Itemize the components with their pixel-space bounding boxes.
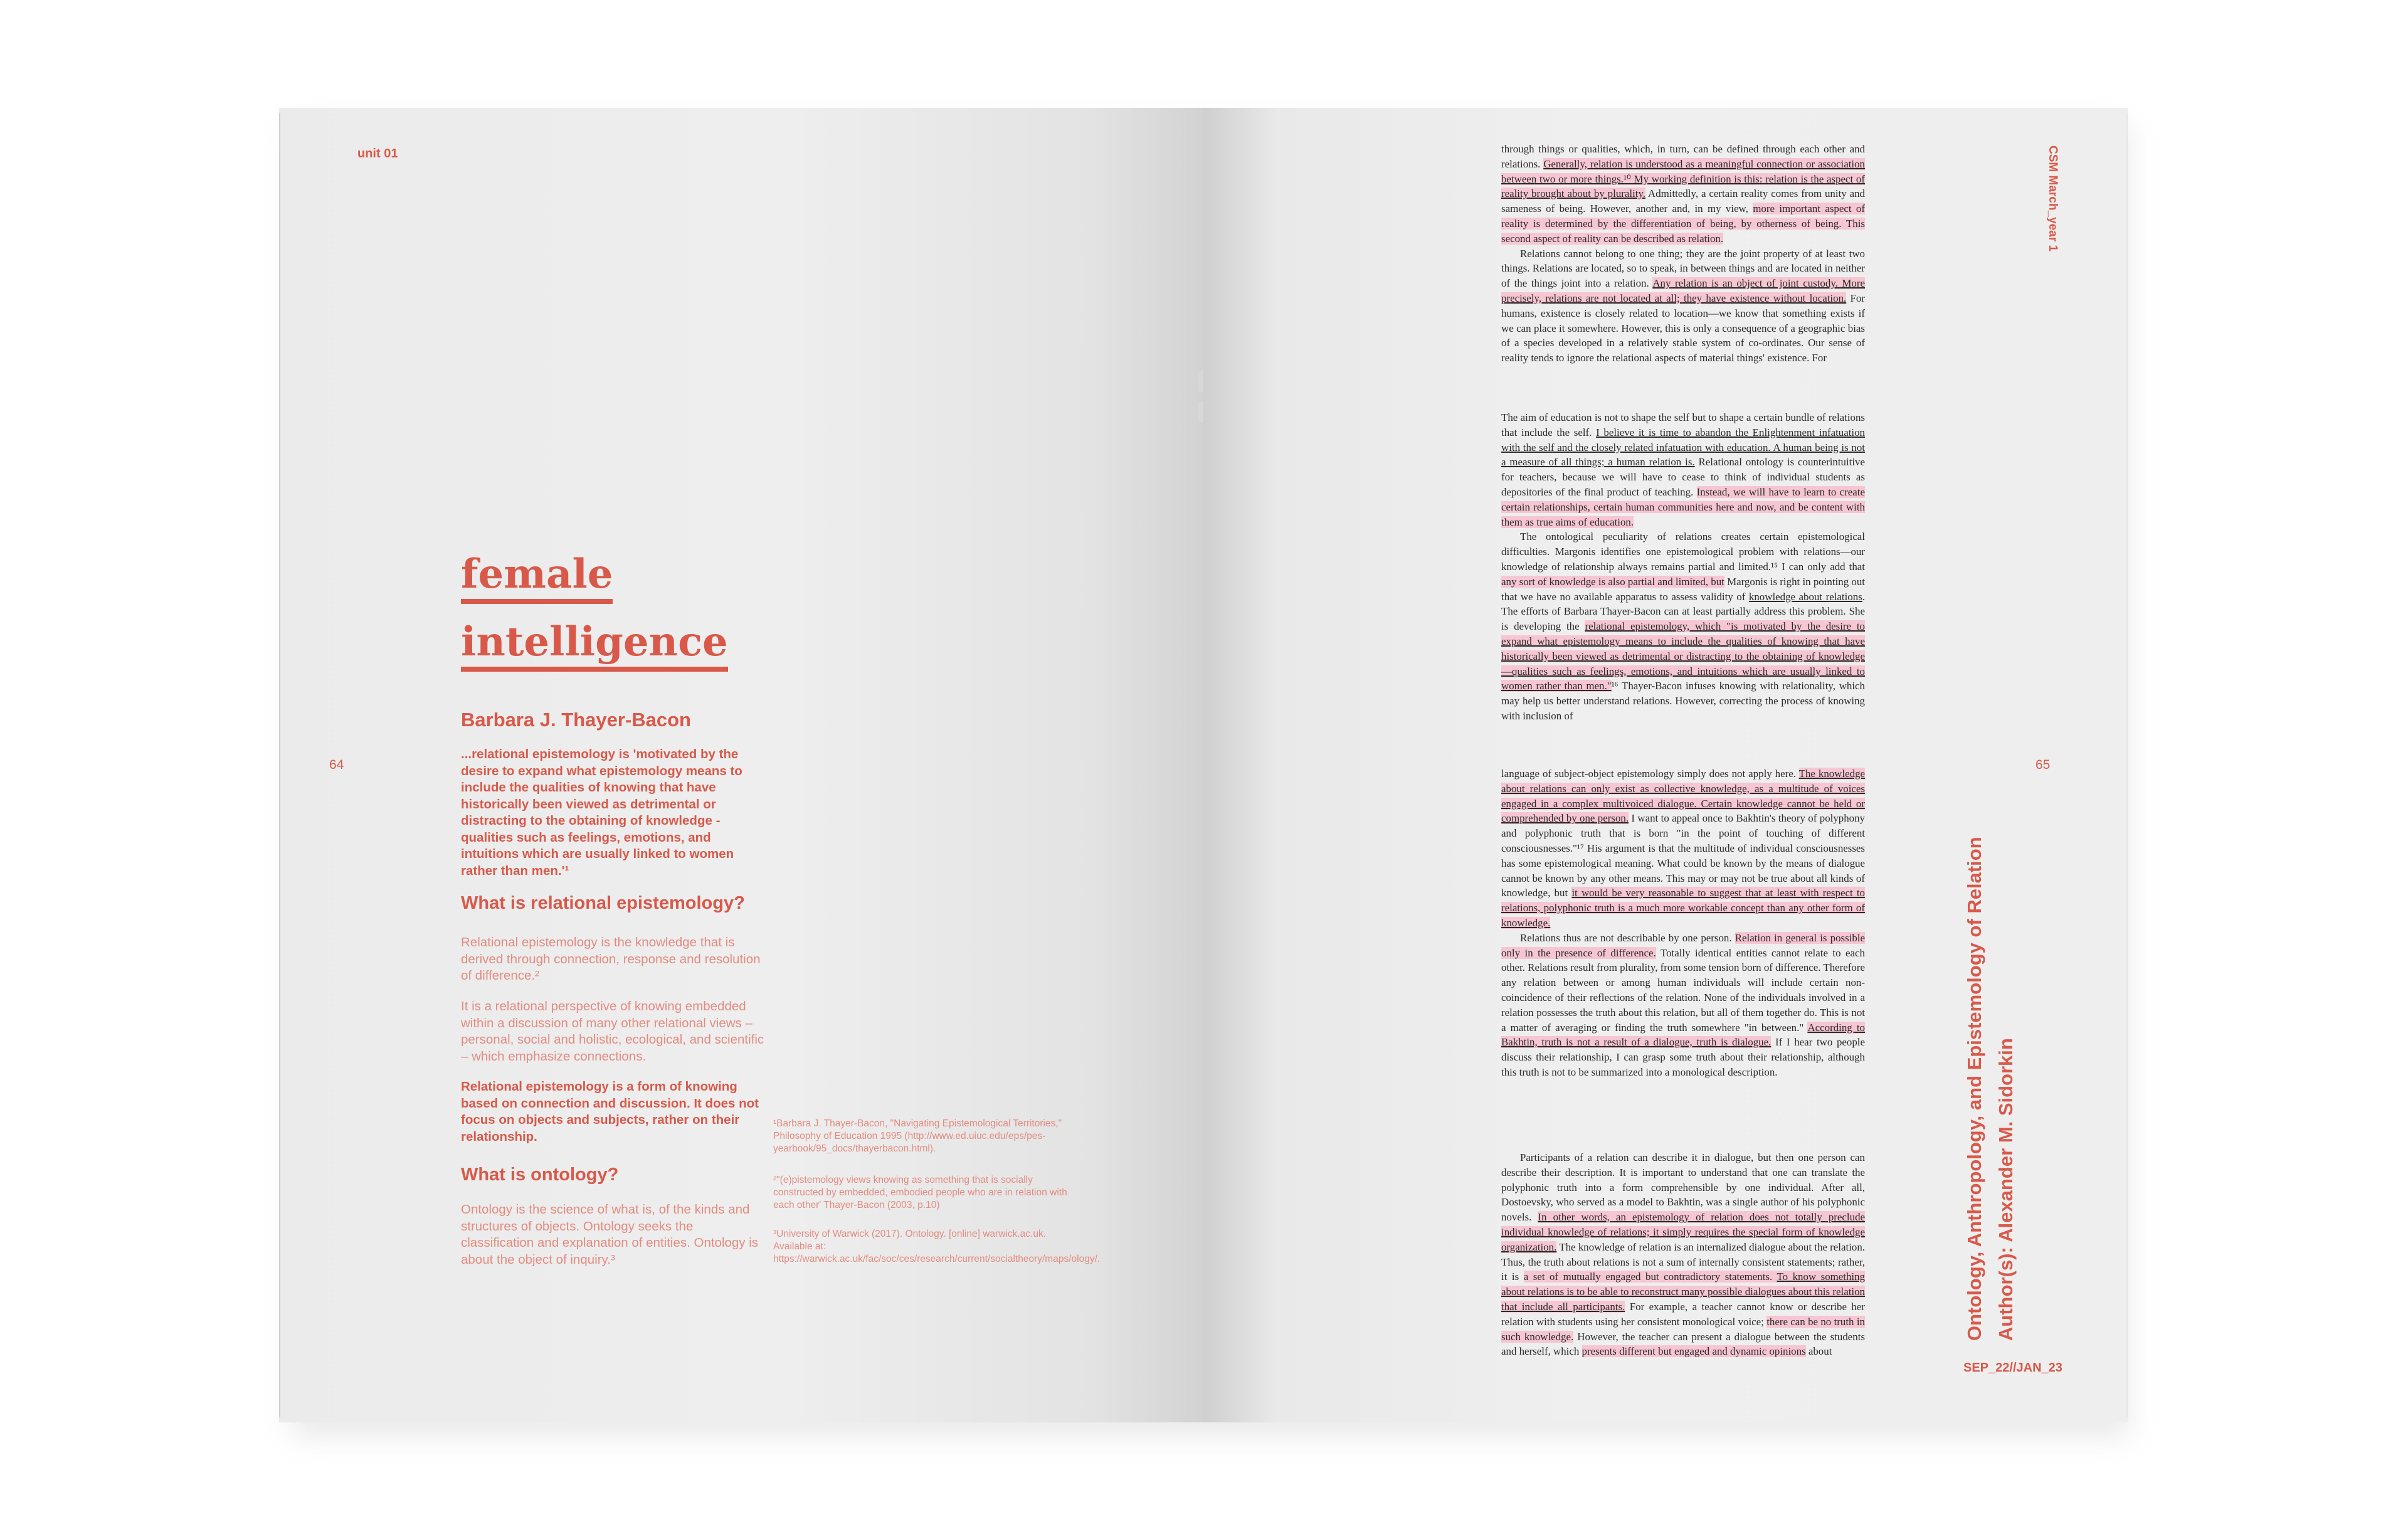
side-author: Author(s): Alexander M. Sidorkin [1995, 1038, 2017, 1341]
paragraph-perspective: It is a relational perspective of knowing embedded within a discussion of many other relational views – personal, social and holistic, ecological, and scientific – which emphasize connections. [461, 999, 764, 1064]
left-page [279, 108, 1203, 1422]
title-line-2: intelligence [461, 618, 728, 672]
date-range: SEP_22//JAN_23 [1963, 1361, 2062, 1375]
author-name: Barbara J. Thayer-Bacon [461, 709, 691, 731]
right-page [1203, 108, 2128, 1422]
page-number-right: 65 [2036, 758, 2051, 772]
footnote-1: ¹Barbara J. Thayer-Bacon, "Navigating Epistemological Territories," Philosophy of Education 1995 (http://www.ed.uiuc.edu/eps/pes-yearbook/95_docs/thayerbacon.html). [773, 1118, 1062, 1154]
scanned-text-block-4: Participants of a relation can describe it in dialogue, but then one person can describe their description. It is important to understand that one can translate the polyphonic truth into a form comprehensible by one individual. After all, Dostoevsky, who served as a model to Bakhtin, was a single author of his polyphonic novels. In other words, an epistemology of relation does not totally preclude individual knowledge of relations; it simply requires the special form of knowledge organization. The knowledge of relation is an internalized dialogue about the relation. Thus, the truth about relations is not a sum of internally consistent statements; rather, it is a set of mutually engaged but contradictory statements. To know something about relations is to be able to reconstruct many possible dialogues about this relation that include all participants. For example, a teacher cannot know or describe her relation with students using her consistent monological voice; there can be no truth in such knowledge. However, the teacher can present a dialogue between the students and herself, which presents different but engaged and dynamic opinions about [1501, 1151, 1866, 1358]
footnote-2: ²"(e)pistemology views knowing as something that is socially constructed by embedded, embodied people who are in relation with each other' Thayer-Bacon (2003, p.10) [773, 1175, 1067, 1210]
magazine-spread [279, 108, 2128, 1422]
pull-quote: ...relational epistemology is 'motivated by the desire to expand what epistemology means to include the qualities of knowing that have historically been viewed as detrimental or distracting to the obtaining of knowledge - qualities such as feelings, emotions, and intuitions which are usually linked to women rather than men.'¹ [461, 747, 742, 878]
scanned-text-block-2: The aim of education is not to shape the self but to shape a certain bundle of relations that include the self. I believe it is time to abandon the Enlightenment infatuation with the self and the closely related infatuation with education. A human being is not a measure of all things; a human relation is. Relational ontology is counterintuitive for teachers, because we will have to cease to think of individual students as depositories of the final product of teaching. Instead, we will have to learn to create certain relationships, certain human communities here and now, and be content with them as true aims of education. The ontological peculiarity of relations creates certain epistemological difficulties. Margonis identifies one epistemological problem with relations—our knowledge of relationship always remains partial and limited.¹⁵ I can only add that any sort of knowledge is also partial and limited, but Margonis is right in pointing out that we have no available apparatus to assess validity of knowledge about relations. The efforts of Barbara Thayer-Bacon can at least partially address this problem. She is developing the relational epistemology, which "is motivated by the desire to expand what epistemology means to include the qualities of knowing that have historically been viewed as detrimental or distracting to the obtaining of knowledge—qualities such as feelings, emotions, and intuitions which are usually linked to women rather than men."¹⁶ Thayer-Bacon infuses knowing with relationality, which may help us better understand relations. However, correcting the process of knowing with inclusion of [1501, 411, 1866, 722]
paragraph-ontology: Ontology is the science of what is, of the kinds and structures of objects. Ontology seeks the classification and explanation of entities. Ontology is about the object of inquiry.³ [461, 1202, 759, 1267]
footnote-3: ³University of Warwick (2017). Ontology. [online] warwick.ac.uk. Available at: https://warwick.ac.uk/fac/soc/ces/research/current/socialtheory/maps/ology/. [773, 1229, 1101, 1264]
page-number-left: 64 [329, 758, 344, 772]
paragraph-form-of-knowing: Relational epistemology is a form of knowing based on connection and discussion. It does not focus on objects and subjects, rather on their relationship. [461, 1079, 759, 1144]
scanned-text-block-3: language of subject-object epistemology simply does not apply here. The knowledge about relations can only exist as collective knowledge, as a multitude of voices engaged in a complex multivoiced dialogue. Certain knowledge cannot be held or comprehended by one person. I want to appeal once to Bakhtin's theory of polyphony and polyphonic truth that is born "in the point of touching of different consciousnesses."¹⁷ His argument is that the multitude of individual consciousnesses has some epistemological meaning. What could be known by the means of dialogue cannot be known by any other means. This may or may not be true about all kinds of knowledge, but it would be very reasonable to suggest that at least with respect to relations, polyphonic truth is a much more workable concept than any other form of knowledge. Relations thus are not describable by one person. Relation in general is possible only in the presence of difference. Totally identical entities cannot relate to each other. Relations result from plurality, from some tension born of difference. Therefore any relation between or among human individuals will include certain non-coincidence of their reflections of the relation. None of the individuals involved in a relation possesses the truth about this relation, but all of them together do. This is not a matter of averaging or finding the truth somewhere "in between." According to Bakhtin, truth is not a result of a dialogue, truth is dialogue. If I hear two people discuss their relationship, I can grasp some truth about their relationship, although this truth is not to be summarized into a monological description. [1501, 768, 1866, 1078]
article-title [461, 541, 728, 676]
heading-ontology: What is ontology? [461, 1165, 619, 1185]
paragraph-definition: Relational epistemology is the knowledge that is derived through connection, response and resolution of difference.² [461, 935, 761, 983]
unit-label: unit 01 [357, 147, 398, 161]
side-title: Ontology, Anthropology, and Epistemology of Relation [1963, 837, 1985, 1341]
running-head: CSM March_year 1 [2046, 145, 2059, 251]
scanned-text-block-1: through things or qualities, which, in turn, can be defined through each other and relations. Generally, relation is understood as a meaningful connection or association between two or more things.¹⁰ My working definition is this: relation is the aspect of reality brought about by plurality. Admittedly, a certain reality comes from unity and sameness of being. However, another and, in my view, more important aspect of reality is determined by the differentiation of being, by otherness of being. This second aspect of reality can be described as relation. Relations cannot belong to one thing; they are the joint property of at least two things. Relations are located, so to speak, in between things and are located in neither of the things joint into a relation. Any relation is an object of joint custody. More precisely, relations are not located at all; they have existence without location. For humans, existence is closely related to location—we know that something exists if we can place it somewhere. However, this is only a consequence of a geographic bias of a species developed in a relatively stable system of co-ordinates. Our sense of reality tends to ignore the relational aspects of material things' existence. For [1501, 143, 1866, 364]
heading-relational-epistemology: What is relational epistemology? [461, 893, 745, 913]
title-line-1: female [461, 550, 613, 604]
